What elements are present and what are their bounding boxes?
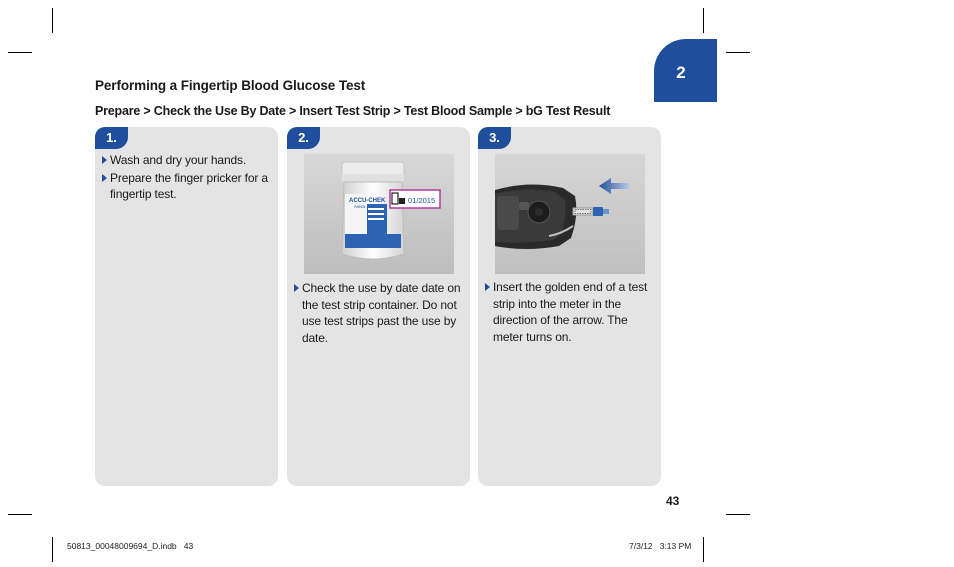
- crop-mark: [703, 537, 704, 562]
- step-instructions: [485, 279, 655, 346]
- bullet-arrow-icon: [102, 156, 107, 164]
- brand-text: ACCU-CHEK: [349, 198, 386, 204]
- chapter-tab: [654, 39, 717, 102]
- page-title: Performing a Fingertip Blood Glucose Test: [95, 78, 366, 93]
- page-number: 43: [666, 494, 680, 508]
- step-card-2: [287, 127, 470, 486]
- step-instructions: [102, 152, 272, 204]
- instruction-text: Prepare the finger pricker for a fingertip test.: [110, 170, 268, 201]
- meter-insert-strip-illustration: [495, 154, 645, 274]
- print-slug-file: 50813_00048009694_D.indb 43: [67, 541, 194, 551]
- bullet-arrow-icon: [102, 174, 107, 182]
- instruction-text: Wash and dry your hands.: [110, 153, 247, 167]
- instruction-text: Insert the golden end of a test strip into the meter in the direction of the arrow. The meter turns on.: [493, 280, 648, 344]
- instruction-text: Check the use by date date on the test strip container. Do not use test strips past the use by date.: [302, 281, 461, 345]
- crop-mark: [8, 52, 32, 53]
- product-text: Aviva: [354, 204, 365, 209]
- crop-mark: [52, 537, 53, 562]
- bullet-arrow-icon: [294, 284, 299, 292]
- breadcrumb: Prepare > Check the Use By Date > Insert Test Strip > Test Blood Sample > bG Test Result: [95, 104, 611, 118]
- step-instructions: [294, 280, 464, 347]
- crop-mark: [52, 8, 53, 33]
- date-text: 01/2015: [408, 196, 436, 205]
- step-card-3: [478, 127, 661, 486]
- step-badge: 2.: [287, 127, 320, 149]
- step-badge: 1.: [95, 127, 128, 149]
- crop-mark: [8, 514, 32, 515]
- crop-mark: [726, 514, 750, 515]
- list-item: [294, 280, 464, 346]
- crop-mark: [726, 52, 750, 53]
- list-item: [102, 152, 272, 169]
- chapter-number: 2: [676, 63, 686, 82]
- crop-mark: [703, 8, 704, 33]
- test-strip-container-illustration: [304, 154, 454, 274]
- step-card-1: [95, 127, 278, 486]
- print-slug-date: 7/3/12 3:13 PM: [629, 541, 692, 551]
- list-item: [485, 279, 655, 345]
- list-item: [102, 170, 272, 203]
- test-strip-container-photo: [304, 154, 454, 274]
- meter-insert-strip-photo: [495, 154, 645, 274]
- bullet-arrow-icon: [485, 283, 490, 291]
- step-badge: 3.: [478, 127, 511, 149]
